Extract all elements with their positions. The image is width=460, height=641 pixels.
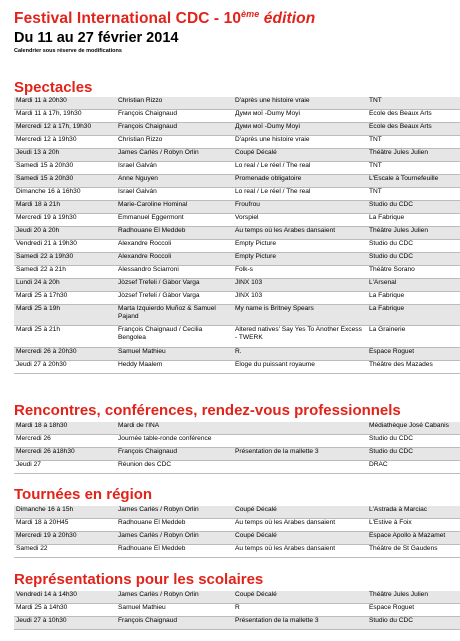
table-row — [14, 162, 460, 175]
table-row — [14, 97, 460, 110]
show-cell: Coupé Décalé — [233, 532, 367, 545]
artist-cell: Christian Rizzo — [116, 136, 233, 149]
artist-cell: James Carlès / Robyn Orlin — [116, 532, 233, 545]
show-cell: Empty Picture — [233, 253, 367, 266]
show-cell — [233, 435, 367, 448]
date-cell: Mercredi 12 à 17h, 19h30 — [14, 123, 116, 136]
show-cell — [233, 461, 367, 474]
artist-cell: James Carlès / Robyn Orlin — [116, 506, 233, 519]
date-cell: Mercredi 26 à 20h30 — [14, 348, 116, 361]
artist-cell: Radhouane El Meddeb — [116, 519, 233, 532]
artist-cell: Réunion des CDC — [116, 461, 233, 474]
date-cell: Mardi 25 à 21h — [14, 326, 116, 348]
artist-cell: Alexandre Roccoli — [116, 253, 233, 266]
artist-cell: Journée table-ronde conférence — [116, 435, 233, 448]
venue-cell: Médiathèque José Cabanis — [367, 422, 460, 435]
table-row — [14, 461, 460, 474]
venue-cell: L'Escale à Tournefeuille — [367, 175, 460, 188]
date-cell: Samedi 22 à 19h30 — [14, 253, 116, 266]
venue-cell: Studio du CDC — [367, 617, 460, 630]
show-cell: Présentation de la mallette 3 — [233, 617, 367, 630]
show-cell: JINX 103 — [233, 279, 367, 292]
artist-cell: François Chaignaud — [116, 617, 233, 630]
table-row — [14, 591, 460, 604]
venue-cell: Espace Roguet — [367, 348, 460, 361]
show-cell: Au temps où les Arabes dansaient — [233, 545, 367, 558]
show-cell: Coupé Décalé — [233, 149, 367, 162]
venue-cell: TNT — [367, 188, 460, 201]
artist-cell: Israel Galván — [116, 162, 233, 175]
venue-cell: Théâtre Jules Julien — [367, 591, 460, 604]
date-cell: Samedi 15 à 20h30 — [14, 162, 116, 175]
show-cell: Présentation de la mallette 3 — [233, 448, 367, 461]
table-row — [14, 188, 460, 201]
show-cell: Думи мої -Dumy Moyi — [233, 123, 367, 136]
table-row — [14, 110, 460, 123]
table-row — [14, 214, 460, 227]
schedule-table — [14, 591, 460, 630]
show-cell: R — [233, 604, 367, 617]
date-cell: Jeudi 27 à 20h30 — [14, 361, 116, 374]
show-cell: Coupé Décalé — [233, 591, 367, 604]
table-row — [14, 227, 460, 240]
date-cell: Mardi 18 à 20H45 — [14, 519, 116, 532]
show-cell: My name is Britney Spears — [233, 305, 367, 326]
artist-cell: Jòzsef Trefeli / Gàbor Varga — [116, 292, 233, 305]
date-cell: Mardi 25 à 14h30 — [14, 604, 116, 617]
date-cell: Mercredi 12 à 19h30 — [14, 136, 116, 149]
table-row — [14, 448, 460, 461]
venue-cell: Studio du CDC — [367, 448, 460, 461]
venue-cell: L'Astrada à Marciac — [367, 506, 460, 519]
title-prefix: Festival International CDC - 10 — [14, 10, 242, 27]
date-cell: Vendredi 14 à 14h30 — [14, 591, 116, 604]
artist-cell: Marta Izquierdo Muñoz & Samuel Pajand — [116, 305, 233, 326]
table-row — [14, 305, 460, 326]
show-cell: Au temps où les Arabes dansaient — [233, 227, 367, 240]
date-cell: Dimanche 16 à 16h30 — [14, 188, 116, 201]
date-cell: Samedi 22 à 21h — [14, 266, 116, 279]
table-row — [14, 545, 460, 558]
venue-cell: Studio du CDC — [367, 253, 460, 266]
show-cell: Empty Picture — [233, 240, 367, 253]
date-cell: Jeudi 27 — [14, 461, 116, 474]
date-cell: Mardi 11 à 17h, 19h30 — [14, 110, 116, 123]
venue-cell: Espace Roguet — [367, 604, 460, 617]
artist-cell: François Chaignaud — [116, 123, 233, 136]
show-cell: Altered natives' Say Yes To Another Excess - TWERK — [233, 326, 367, 348]
venue-cell: L'Estive à Foix — [367, 519, 460, 532]
venue-cell: La Fabrique — [367, 292, 460, 305]
artist-cell: Emmanuel Eggermont — [116, 214, 233, 227]
section-title-rencontres-conferences-rendez-: Rencontres, conférences, rendez-vous professionnels — [14, 402, 401, 419]
artist-cell: Alessandro Sciarroni — [116, 266, 233, 279]
venue-cell: TNT — [367, 162, 460, 175]
artist-cell: Samuel Mathieu — [116, 604, 233, 617]
table-row — [14, 348, 460, 361]
date-cell: Mardi 25 à 17h30 — [14, 292, 116, 305]
date-cell: Jeudi 20 à 20h — [14, 227, 116, 240]
show-cell: Думи мої -Dumy Moyi — [233, 110, 367, 123]
show-cell: Froufrou — [233, 201, 367, 214]
artist-cell: Heddy Maalem — [116, 361, 233, 374]
section-title-tournees-en-region: Tournées en région — [14, 486, 153, 503]
artist-cell: Anne Nguyen — [116, 175, 233, 188]
table-row — [14, 292, 460, 305]
venue-cell: Théâtre Jules Julien — [367, 227, 460, 240]
show-cell: R. — [233, 348, 367, 361]
show-cell: D'après une histoire vraie — [233, 136, 367, 149]
table-row — [14, 604, 460, 617]
venue-cell: Théâtre de St Gaudens — [367, 545, 460, 558]
table-row — [14, 361, 460, 374]
table-row — [14, 279, 460, 292]
artist-cell: Christian Rizzo — [116, 97, 233, 110]
date-cell: Samedi 22 — [14, 545, 116, 558]
date-cell: Vendredi 21 à 19h30 — [14, 240, 116, 253]
artist-cell: Alexandre Roccoli — [116, 240, 233, 253]
venue-cell: DRAC — [367, 461, 460, 474]
date-cell: Mardi 11 à 20h30 — [14, 97, 116, 110]
venue-cell: Théâtre Jules Julien — [367, 149, 460, 162]
venue-cell: L'Arsenal — [367, 279, 460, 292]
venue-cell: Studio du CDC — [367, 240, 460, 253]
artist-cell: Radhouane El Meddeb — [116, 545, 233, 558]
festival-dates: Du 11 au 27 février 2014 — [14, 30, 179, 46]
table-row — [14, 266, 460, 279]
schedule-table — [14, 506, 460, 558]
table-row — [14, 253, 460, 266]
artist-cell: Israel Galván — [116, 188, 233, 201]
schedule-table — [14, 422, 460, 474]
date-cell: Lundi 24 à 20h — [14, 279, 116, 292]
title-suffix: édition — [259, 10, 316, 27]
artist-cell: François Chaignaud — [116, 110, 233, 123]
artist-cell: François Chaignaud — [116, 448, 233, 461]
header — [14, 10, 454, 54]
table-row — [14, 506, 460, 519]
venue-cell: Ecole des Beaux Arts — [367, 123, 460, 136]
table-row — [14, 240, 460, 253]
venue-cell: La Grainerie — [367, 326, 460, 348]
title-superscript: ème — [241, 8, 260, 19]
show-cell: Vorspiel — [233, 214, 367, 227]
venue-cell: Espace Apollo à Mazamet — [367, 532, 460, 545]
venue-cell: La Fabrique — [367, 305, 460, 326]
table-row — [14, 123, 460, 136]
table-row — [14, 175, 460, 188]
venue-cell: TNT — [367, 136, 460, 149]
date-cell: Mercredi 19 à 20h30 — [14, 532, 116, 545]
artist-cell: James Carlès / Robyn Orlin — [116, 149, 233, 162]
artist-cell: Samuel Mathieu — [116, 348, 233, 361]
table-row — [14, 201, 460, 214]
date-cell: Mardi 25 à 19h — [14, 305, 116, 326]
table-row — [14, 149, 460, 162]
venue-cell: Studio du CDC — [367, 435, 460, 448]
table-row — [14, 617, 460, 630]
table-row — [14, 326, 460, 348]
show-cell — [233, 422, 367, 435]
artist-cell: Jòzsef Trefeli / Gàbor Varga — [116, 279, 233, 292]
artist-cell: Radhouane El Meddeb — [116, 227, 233, 240]
section-title-spectacles: Spectacles — [14, 79, 93, 96]
venue-cell: TNT — [367, 97, 460, 110]
table-row — [14, 422, 460, 435]
artist-cell: François Chaignaud / Cecilia Bengolea — [116, 326, 233, 348]
disclaimer-note: Calendrier sous réserve de modifications — [14, 48, 122, 54]
venue-cell: Ecole des Beaux Arts — [367, 110, 460, 123]
table-row — [14, 532, 460, 545]
venue-cell: Théâtre Sorano — [367, 266, 460, 279]
date-cell: Mercredi 26 — [14, 435, 116, 448]
table-row — [14, 519, 460, 532]
date-cell: Samedi 15 à 20h30 — [14, 175, 116, 188]
venue-cell: Théâtre des Mazades — [367, 361, 460, 374]
date-cell: Dimanche 16 à 15h — [14, 506, 116, 519]
artist-cell: Mardi de l'INA — [116, 422, 233, 435]
venue-cell: La Fabrique — [367, 214, 460, 227]
show-cell: Lo real / Le réel / The real — [233, 162, 367, 175]
show-cell: D'après une histoire vraie — [233, 97, 367, 110]
show-cell: JINX 103 — [233, 292, 367, 305]
date-cell: Mercredi 26 à18h30 — [14, 448, 116, 461]
artist-cell: James Carlès / Robyn Orlin — [116, 591, 233, 604]
venue-cell: Studio du CDC — [367, 201, 460, 214]
table-row — [14, 136, 460, 149]
section-title-representations-pour-les-scola: Représentations pour les scolaires — [14, 571, 264, 588]
schedule-table — [14, 97, 460, 374]
date-cell: Jeudi 27 à 10h30 — [14, 617, 116, 630]
artist-cell: Marie-Caroline Hominal — [116, 201, 233, 214]
show-cell: Au temps où les Arabes dansaient — [233, 519, 367, 532]
date-cell: Mercredi 19 à 19h30 — [14, 214, 116, 227]
date-cell: Mardi 18 à 18h30 — [14, 422, 116, 435]
date-cell: Jeudi 13 à 20h — [14, 149, 116, 162]
festival-title — [14, 10, 454, 28]
show-cell: Coupé Décalé — [233, 506, 367, 519]
show-cell: Lo real / Le réel / The real — [233, 188, 367, 201]
date-cell: Mardi 18 à 21h — [14, 201, 116, 214]
show-cell: Promenade obligatoire — [233, 175, 367, 188]
show-cell: Folk-s — [233, 266, 367, 279]
show-cell: Eloge du puissant royaume — [233, 361, 367, 374]
table-row — [14, 435, 460, 448]
